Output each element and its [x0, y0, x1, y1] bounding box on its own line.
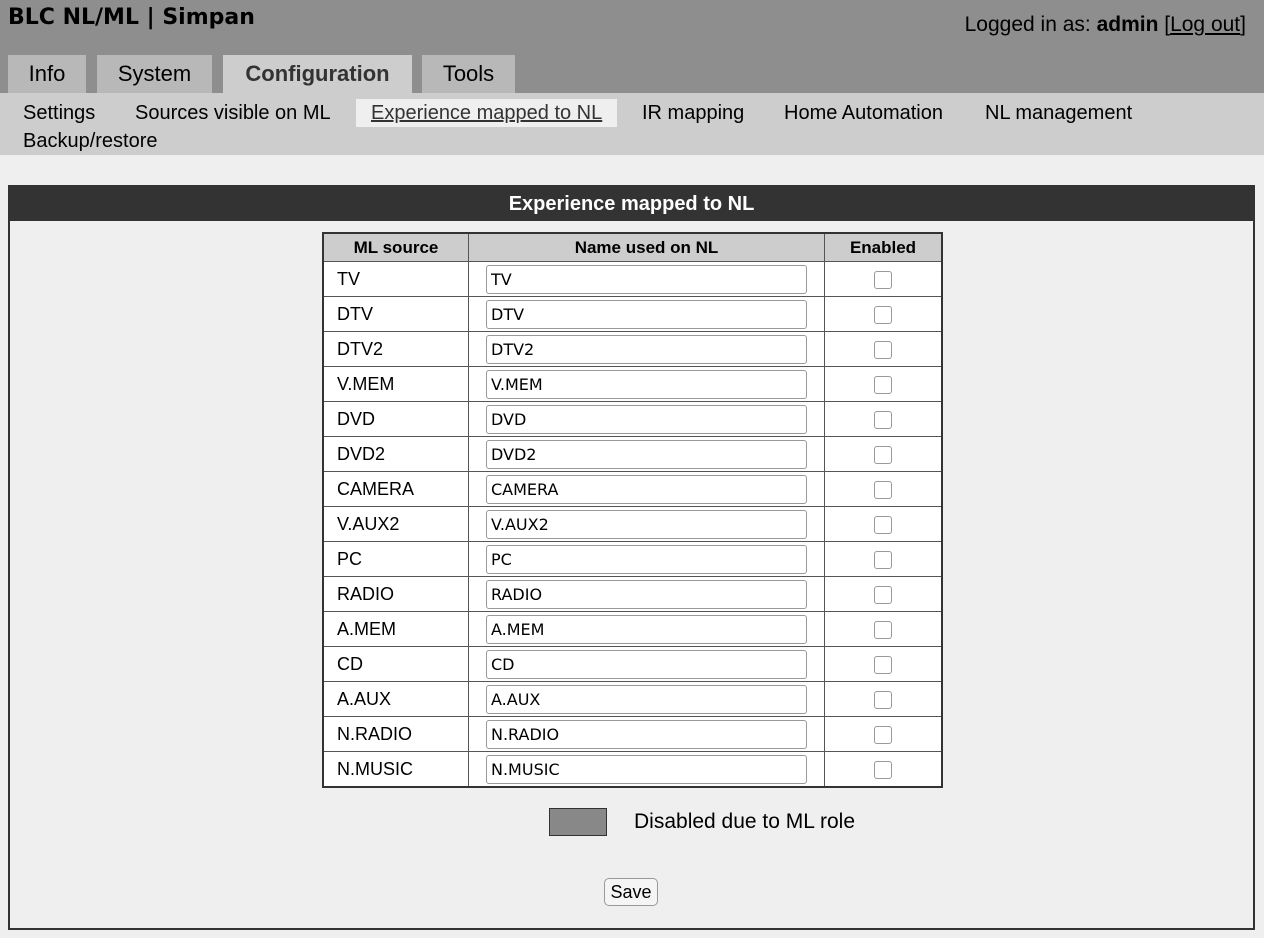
- nl-name-cell: [469, 612, 825, 647]
- enabled-checkbox[interactable]: [874, 621, 892, 639]
- enabled-cell: [825, 542, 943, 577]
- mapping-table: [322, 232, 943, 788]
- nl-name-input[interactable]: [486, 265, 807, 294]
- enabled-cell: [825, 332, 943, 367]
- enabled-checkbox[interactable]: [874, 481, 892, 499]
- nl-name-input[interactable]: [486, 580, 807, 609]
- enabled-cell: [825, 402, 943, 437]
- enabled-cell: [825, 297, 943, 332]
- nl-name-cell: [469, 577, 825, 612]
- subnav-experience-mapped-to-nl[interactable]: Experience mapped to NL: [356, 99, 617, 127]
- nl-name-input[interactable]: [486, 335, 807, 364]
- table-row: [323, 682, 942, 717]
- enabled-cell: [825, 717, 943, 752]
- enabled-checkbox[interactable]: [874, 446, 892, 464]
- ml-source-cell: A.AUX: [323, 682, 469, 717]
- enabled-checkbox[interactable]: [874, 691, 892, 709]
- nl-name-cell: [469, 297, 825, 332]
- ml-source-cell: TV: [323, 262, 469, 297]
- column-header-ml-source: ML source: [323, 233, 469, 262]
- nl-name-input[interactable]: [486, 405, 807, 434]
- subnav-nl-management[interactable]: NL management: [985, 102, 1133, 124]
- ml-source-cell: DTV2: [323, 332, 469, 367]
- tab-configuration[interactable]: Configuration: [223, 55, 412, 93]
- table-row: [323, 717, 942, 752]
- nl-name-cell: [469, 437, 825, 472]
- enabled-checkbox[interactable]: [874, 656, 892, 674]
- ml-source-cell: N.RADIO: [323, 717, 469, 752]
- subnav-backup-restore[interactable]: Backup/restore: [23, 130, 158, 152]
- table-row: [323, 437, 942, 472]
- nl-name-input[interactable]: [486, 510, 807, 539]
- enabled-cell: [825, 647, 943, 682]
- app-title: BLC NL/ML | Simpan: [8, 5, 255, 30]
- nl-name-input[interactable]: [486, 650, 807, 679]
- login-prefix: Logged in as:: [964, 13, 1097, 36]
- nl-name-input[interactable]: [486, 720, 807, 749]
- ml-source-cell: RADIO: [323, 577, 469, 612]
- ml-source-cell: DVD: [323, 402, 469, 437]
- tab-tools[interactable]: Tools: [422, 55, 515, 93]
- enabled-cell: [825, 472, 943, 507]
- legend-swatch: [549, 808, 607, 836]
- nl-name-cell: [469, 647, 825, 682]
- nl-name-cell: [469, 472, 825, 507]
- enabled-cell: [825, 262, 943, 297]
- table-row: [323, 332, 942, 367]
- table-row: [323, 647, 942, 682]
- enabled-checkbox[interactable]: [874, 376, 892, 394]
- panel-title: Experience mapped to NL: [10, 187, 1253, 221]
- subnav-settings[interactable]: Settings: [23, 102, 96, 124]
- ml-source-cell: CAMERA: [323, 472, 469, 507]
- nl-name-cell: [469, 402, 825, 437]
- nl-name-cell: [469, 262, 825, 297]
- enabled-cell: [825, 752, 943, 788]
- table-row: [323, 402, 942, 437]
- ml-source-cell: V.AUX2: [323, 507, 469, 542]
- nl-name-cell: [469, 367, 825, 402]
- nl-name-cell: [469, 542, 825, 577]
- enabled-cell: [825, 612, 943, 647]
- ml-source-cell: CD: [323, 647, 469, 682]
- column-header-enabled: Enabled: [825, 233, 943, 262]
- subnav-ir-mapping[interactable]: IR mapping: [642, 102, 745, 124]
- nl-name-cell: [469, 332, 825, 367]
- enabled-checkbox[interactable]: [874, 516, 892, 534]
- ml-source-cell: DVD2: [323, 437, 469, 472]
- nl-name-input[interactable]: [486, 370, 807, 399]
- enabled-cell: [825, 437, 943, 472]
- table-body: [323, 262, 942, 788]
- enabled-cell: [825, 507, 943, 542]
- column-header-name-used-on-nl: Name used on NL: [469, 233, 825, 262]
- nl-name-cell: [469, 682, 825, 717]
- save-button[interactable]: Save: [604, 878, 658, 906]
- enabled-checkbox[interactable]: [874, 271, 892, 289]
- table-row: [323, 262, 942, 297]
- nl-name-cell: [469, 752, 825, 788]
- enabled-checkbox[interactable]: [874, 341, 892, 359]
- ml-source-cell: V.MEM: [323, 367, 469, 402]
- nl-name-cell: [469, 717, 825, 752]
- table-header-row: [323, 233, 942, 262]
- logged-in-user: admin: [1096, 13, 1159, 36]
- subnav-home-automation[interactable]: Home Automation: [784, 102, 943, 124]
- table-row: [323, 297, 942, 332]
- table-row: [323, 367, 942, 402]
- enabled-checkbox[interactable]: [874, 761, 892, 779]
- enabled-checkbox[interactable]: [874, 586, 892, 604]
- enabled-checkbox[interactable]: [874, 726, 892, 744]
- enabled-cell: [825, 682, 943, 717]
- enabled-checkbox[interactable]: [874, 306, 892, 324]
- ml-source-cell: DTV: [323, 297, 469, 332]
- enabled-cell: [825, 367, 943, 402]
- table-row: [323, 577, 942, 612]
- ml-source-cell: N.MUSIC: [323, 752, 469, 788]
- table-row: [323, 507, 942, 542]
- login-info: Logged in as: admin [Log out]: [964, 13, 1246, 36]
- nl-name-input[interactable]: [486, 545, 807, 574]
- nl-name-input[interactable]: [486, 475, 807, 504]
- nl-name-input[interactable]: [486, 685, 807, 714]
- enabled-cell: [825, 577, 943, 612]
- top-header: [0, 0, 1264, 93]
- table-row: [323, 542, 942, 577]
- ml-source-cell: PC: [323, 542, 469, 577]
- mapping-panel: [8, 185, 1255, 930]
- nl-name-input[interactable]: [486, 615, 807, 644]
- table-row: [323, 752, 942, 788]
- subnav-sources-visible-on-ml[interactable]: Sources visible on ML: [135, 102, 331, 124]
- nl-name-cell: [469, 507, 825, 542]
- tab-system[interactable]: System: [97, 55, 212, 93]
- sub-navigation: [0, 93, 1264, 155]
- enabled-checkbox[interactable]: [874, 551, 892, 569]
- nl-name-input[interactable]: [486, 300, 807, 329]
- nl-name-input[interactable]: [486, 755, 807, 784]
- tab-info[interactable]: Info: [8, 55, 86, 93]
- enabled-checkbox[interactable]: [874, 411, 892, 429]
- ml-source-cell: A.MEM: [323, 612, 469, 647]
- table-row: [323, 472, 942, 507]
- nl-name-input[interactable]: [486, 440, 807, 469]
- table-row: [323, 612, 942, 647]
- legend-label: Disabled due to ML role: [634, 810, 856, 833]
- logout-link[interactable]: Log out: [1170, 13, 1241, 36]
